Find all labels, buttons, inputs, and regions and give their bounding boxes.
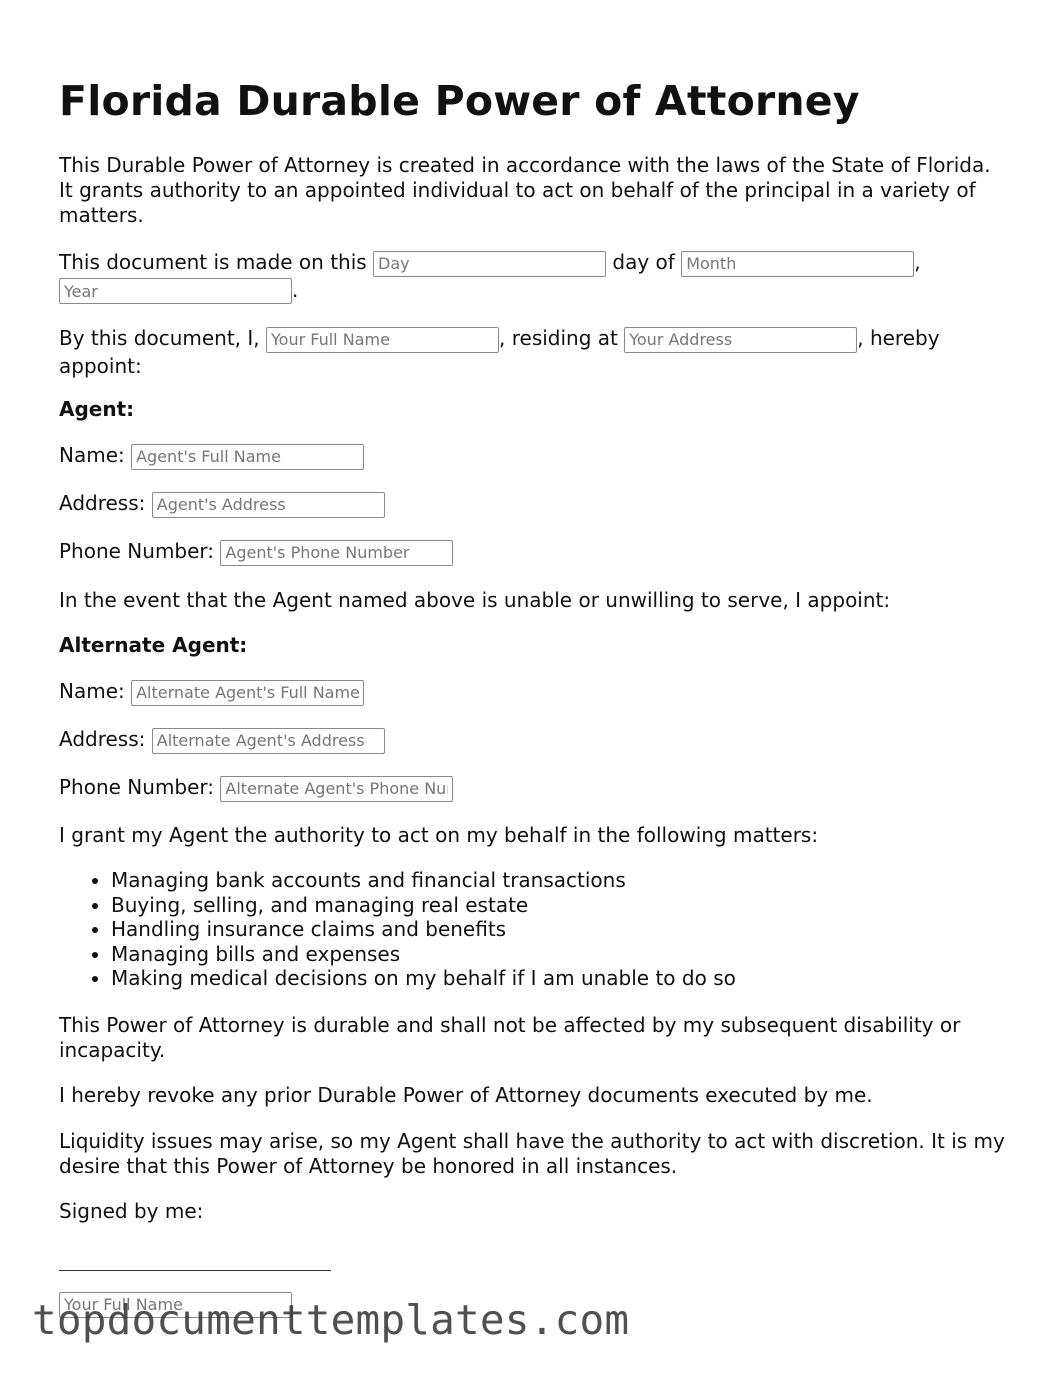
alternate-name-row [59,679,364,706]
principal-prefix: By this document, I, [59,326,260,350]
powers-list [59,868,736,991]
alternate-address-row [59,727,385,754]
agent-address-field[interactable] [152,492,385,518]
alternate-name-label: Name: [59,679,125,703]
list-item: • Buying, selling, and managing real estate [111,893,736,918]
intro-paragraph: This Durable Power of Attorney is created in accordance with the laws of the State of Florida. It grants authority to an appointed individual to act on behalf of the principal in a variety of matters. [59,153,991,227]
list-item: • Making medical decisions on my behalf if I am unable to do so [111,966,736,991]
signature-line [59,1250,331,1271]
year-field[interactable] [59,278,292,304]
principal-line [59,325,979,380]
signature-name-row [59,1291,292,1318]
principal-name-field[interactable] [266,327,499,353]
alternate-phone-label: Phone Number: [59,775,215,799]
principal-suffix: , hereby appoint: [59,326,940,378]
agent-phone-label: Phone Number: [59,539,215,563]
document-title: Florida Durable Power of Attorney [59,77,860,125]
principal-middle: , residing at [499,326,618,350]
alternate-agent-heading: Alternate Agent: [59,633,248,657]
alternate-address-field[interactable] [152,728,385,754]
date-prefix: This document is made on this [59,250,367,274]
list-item: • Managing bills and expenses [111,942,736,967]
signed-by-label: Signed by me: [59,1199,204,1223]
day-field[interactable] [373,251,606,277]
list-item: • Handling insurance claims and benefits [111,917,736,942]
agent-address-label: Address: [59,491,146,515]
powers-intro: I grant my Agent the authority to act on my behalf in the following matters: [59,823,819,847]
date-middle: day of [612,250,675,274]
month-field[interactable] [681,251,914,277]
discretion-paragraph: Liquidity issues may arise, so my Agent shall have the authority to act with discretion. It is my desire that this Power of Attorney be honored in all instances. [59,1129,1005,1178]
date-period: . [292,277,299,302]
alternate-phone-field[interactable] [220,776,453,802]
principal-address-field[interactable] [624,327,857,353]
agent-phone-field[interactable] [220,540,453,566]
list-item: • Managing bank accounts and financial transactions [111,868,736,893]
alternate-intro: In the event that the Agent named above is unable or unwilling to serve, I appoint: [59,588,891,612]
date-line [59,249,949,304]
revocation-paragraph: I hereby revoke any prior Durable Power of Attorney documents executed by me. [59,1083,873,1107]
agent-name-field[interactable] [131,444,364,470]
alternate-phone-row [59,775,453,802]
agent-heading: Agent: [59,397,135,421]
durability-paragraph: This Power of Attorney is durable and shall not be affected by my subsequent disability or incapacity. [59,1013,961,1062]
agent-name-row [59,443,364,470]
alternate-name-field[interactable] [131,680,364,706]
alternate-address-label: Address: [59,727,146,751]
agent-phone-row [59,539,453,566]
date-comma: , [914,250,921,274]
signature-name-field[interactable] [59,1292,292,1318]
agent-address-row [59,491,385,518]
watermark-text: topdocumenttemplates.com [32,1296,630,1344]
agent-name-label: Name: [59,443,125,467]
